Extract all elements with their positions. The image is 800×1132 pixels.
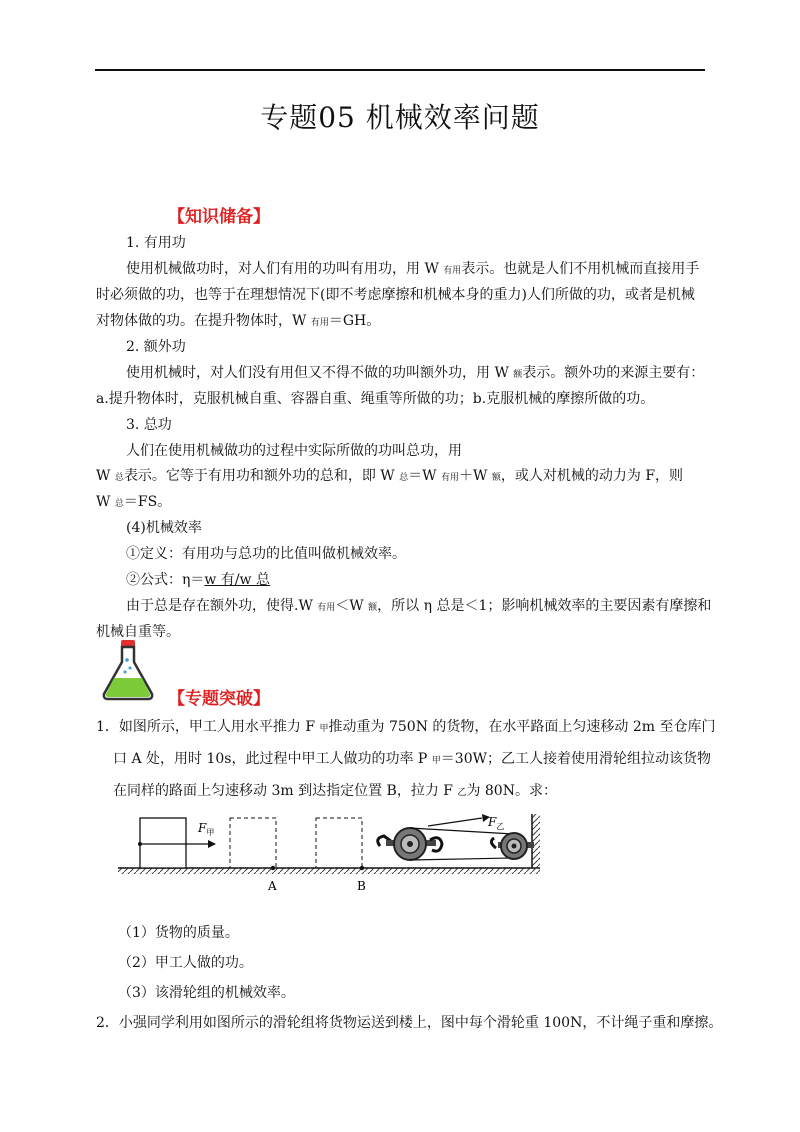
subscript: 有用 [443,266,462,276]
subscript: 有用 [317,603,336,613]
subscript: 有用 [441,473,460,483]
force-label-yi: $F_乙$ [488,815,505,831]
force-point [138,842,142,846]
section-4-line-1 [126,597,711,618]
header-rule [95,69,705,71]
text-run: 由于总是存在额外功，使得.W [126,598,318,614]
subscript: 甲 [431,756,441,766]
text-run: 在同样的路面上匀速移动 3m 到达指定位置 B，拉力 F [113,783,458,799]
question-1-part-1: （1）货物的质量。 [118,925,239,941]
text-run: ＝30W；乙工人接着使用滑轮组拉动该货物 [440,751,711,767]
text-run: ②公式：η＝ [126,572,205,588]
knowledge-heading: 【知识储备】 [168,207,270,227]
subscript: 总 [114,499,124,509]
text-run: 使用机械做功时，对人们有用的功叫有用功，用 W [126,261,444,277]
section-4-title: (4)机械效率 [126,520,202,536]
text-run: 表示。它等于有用功和额外功的总和，即 W [123,468,400,484]
section-1-title: 1. 有用功 [126,235,186,251]
text-run: ＋W [459,468,492,484]
text-run: 使用机械时，对人们没有用但又不得不做的功叫额外功，用 W [126,365,514,381]
section-3-title: 3. 总功 [126,417,172,433]
text-run: ，或人对机械的动力为 F，则 [500,468,684,484]
question-1-line-2 [113,750,711,771]
section-1-line-3 [96,312,380,333]
text-run: W [96,494,115,510]
text-run: 1．如图所示，甲工人用水平推力 F [96,719,320,735]
section-1-line-2: 时必须做的功，也等于在理想情况下(即不考虑摩擦和机械本身的重力)人们所做的功，或者是机械 [96,287,695,303]
text-run: 口 A 处，用时 10s，此过程中甲工人做功的功率 P [113,751,432,767]
question-1-line-3 [113,782,557,803]
question-1-part-3: （3）该滑轮组的机械效率。 [118,985,295,1001]
question-1-part-2: （2）甲工人做的功。 [118,955,253,971]
section-2-title: 2. 额外功 [126,339,186,355]
subscript: 甲 [319,724,329,734]
rope-bottom [410,858,513,860]
section-4-definition: ①定义：有用功与总功的比值叫做机械效率。 [126,546,406,562]
force-label-jia: $F_甲$ [198,821,215,837]
text-run: ＝W [408,468,442,484]
section-3-line-3 [96,493,171,514]
subscript: 额 [491,473,501,483]
cargo-position-b [316,818,362,868]
push-force-arrowhead [208,840,216,848]
text-run: ＝GH。 [328,313,381,329]
label-b: B [357,879,366,893]
ground-hatch [118,868,540,874]
text-run: 为 80N。求： [466,783,557,799]
text-run: 对物体做的功。在提升物体时，W [96,313,311,329]
fixed-pulley-axle [512,844,517,849]
subscript: 额 [513,370,523,380]
text-run: ＝FS。 [123,494,172,510]
question-2-line-1: 2．小强同学利用如图所示的滑轮组将货物运送到楼上，图中每个滑轮重 100N，不计绳子重和摩擦。 [96,1015,723,1031]
subscript: 有用 [310,318,329,328]
text-run: 推动重为 750N 的货物，在水平路面上匀速移动 2m 至仓库门 [328,719,716,735]
subscript: 乙 [457,788,467,798]
label-a: A [268,879,277,893]
text-run: W [96,468,115,484]
page-title: 专题05 机械效率问题 [260,101,540,134]
section-3-line-1: 人们在使用机械做功的过程中实际所做的功叫总功，用 [126,443,462,459]
breakthrough-heading: 【专题突破】 [168,689,270,709]
formula-underlined: w 有/w 总 [204,572,270,588]
text-run: ＜W [335,598,369,614]
question-1-line-1 [96,718,716,739]
section-2-line-1 [126,364,704,385]
pulley-diagram [118,812,548,900]
section-3-line-2 [96,467,683,488]
section-2-line-2: a.提升物体时，克服机械自重、容器自重、绳重等所做的功；b.克服机械的摩擦所做的功。 [96,391,655,407]
section-1-line-1 [126,260,699,281]
point-a [271,866,275,870]
point-b [360,866,364,870]
moving-pulley-axle [407,841,413,847]
subscript: 总 [114,473,124,483]
subscript: 额 [368,603,378,613]
text-run: 表示。也就是人们不用机械而直接用手 [461,261,700,277]
flask-icon [100,638,156,702]
fixed-pulley-hook [491,838,496,848]
cargo-position-a [230,818,276,868]
subscript: 总 [399,473,409,483]
text-run: 表示。额外功的来源主要有： [522,365,705,381]
section-4-line-2: 机械自重等。 [96,624,180,640]
pull-force-arrow [428,818,482,826]
section-4-formula [126,571,270,590]
text-run: ，所以 η 总是＜1；影响机械效率的主要因素有摩擦和 [377,598,712,614]
cargo-box [140,818,186,868]
